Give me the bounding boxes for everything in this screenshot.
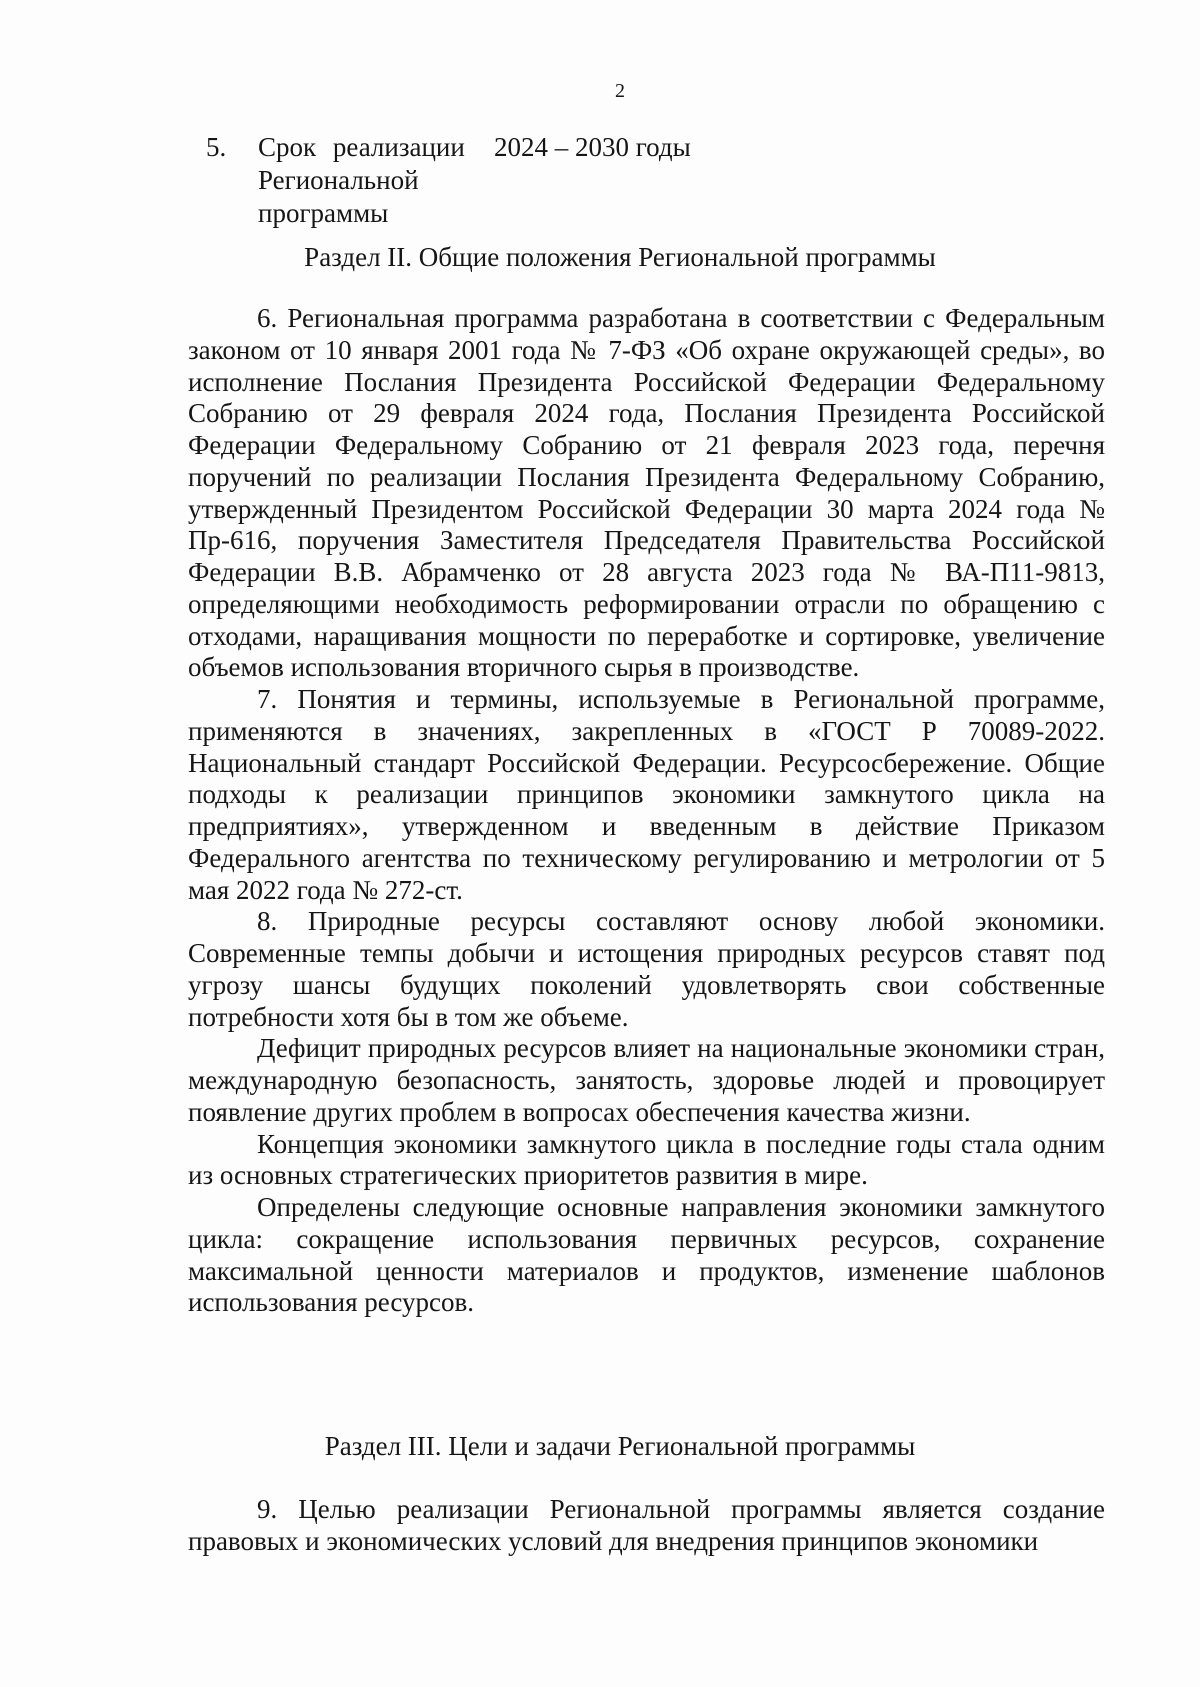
passport-item-label-line: программы bbox=[258, 198, 389, 228]
paragraph: Дефицит природных ресурсов влияет на национальные экономики стран, международную безопасность, занятость, здоровье людей и провоцирует появление других проблем в вопросах обеспечения качества жизни. bbox=[188, 1033, 1105, 1127]
paragraph: Концепция экономики замкнутого цикла в последние годы стала одним из основных стратегических приоритетов развития в мире. bbox=[188, 1128, 1105, 1191]
section-2-body bbox=[188, 303, 1105, 1319]
passport-item-label-line: Региональной bbox=[258, 165, 419, 195]
passport-item-number: 5. bbox=[206, 132, 227, 162]
paragraph: 6. Региональная программа разработана в соответствии с Федеральным законом от 10 января 2001 года № 7-ФЗ «Об охране окружающей среды», во исполнение Послания Президента Российской Федерации Федеральному Собранию от 29 февраля 2024 года, Послания Президента Российской Федерации Федеральному Собранию от 21 февраля 2023 года, перечня поручений по реализации Послания Президента Федеральному Собранию, утвержденный Президентом Российской Федерации 30 марта 2024 года № Пр-616, поручения Заместителя Председателя Правительства Российской Федерации В.В. Абрамченко от 28 августа 2023 года № ВА-П11-9813, определяющими необходимость реформировании отрасли по обращению с отходами, наращивания мощности по переработке и сортировке, увеличение объемов использования вторичного сырья в производстве. bbox=[188, 303, 1105, 683]
section-3-heading: Раздел III. Цели и задачи Региональной программы bbox=[324, 1431, 916, 1461]
passport-item-value: 2024 – 2030 годы bbox=[494, 132, 691, 162]
paragraph: 9. Целью реализации Региональной программы является создание правовых и экономических условий для внедрения принципов экономики bbox=[188, 1494, 1105, 1556]
section-2-heading: Раздел II. Общие положения Региональной программы bbox=[304, 242, 936, 272]
paragraph: 7. Понятия и термины, используемые в Региональной программе, применяются в значениях, закрепленных в «ГОСТ Р 70089-2022. Национальный стандарт Российской Федерации. Ресурсосбережение. Общие подходы к реализации принципов экономики замкнутого цикла на предприятиях», утвержденном и введенным в действие Приказом Федерального агентства по техническому регулированию и метрологии от 5 мая 2022 года № 272-ст. bbox=[188, 684, 1105, 905]
section-3-body bbox=[188, 1494, 1105, 1558]
page-number: 2 bbox=[615, 80, 625, 102]
paragraph: Определены следующие основные направления экономики замкнутого цикла: сокращение использования первичных ресурсов, сохранение максимальной ценности материалов и продуктов, изменение шаблонов использования ресурсов. bbox=[188, 1192, 1105, 1318]
passport-item-label-line: Срок реализации bbox=[258, 132, 465, 162]
paragraph: 8. Природные ресурсы составляют основу любой экономики. Современные темпы добычи и истощения природных ресурсов ставят под угрозу шансы будущих поколений удовлетворять свои собственные потребности хотя бы в том же объеме. bbox=[188, 906, 1105, 1032]
passport-item-label bbox=[258, 131, 468, 230]
